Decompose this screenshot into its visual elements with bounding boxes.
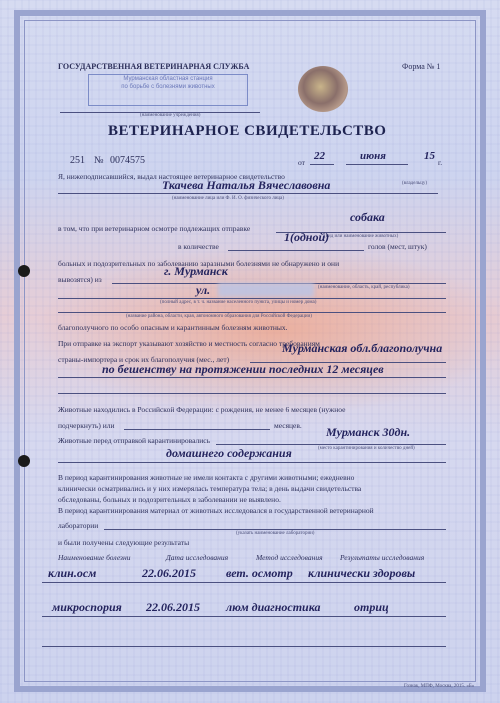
institution-stamp	[88, 74, 248, 106]
row2-date: 22.06.2015	[146, 600, 200, 614]
row1-line	[42, 582, 446, 583]
region-caption: (название района, области, края, автономного образования для Российской Федерации)	[126, 314, 312, 319]
date-year: 15	[424, 150, 435, 162]
col-header-result: Результаты исследования	[340, 553, 425, 562]
month-line	[346, 164, 408, 165]
punch-hole-bottom	[18, 455, 30, 467]
quarantine-p2: клинически осматривались и у них измерялась температура тела; в день выдачи свидетельства	[58, 484, 362, 493]
animal-species: собака	[350, 210, 385, 224]
owner-line	[58, 193, 438, 194]
punch-hole-top	[18, 265, 30, 277]
region-line	[58, 312, 446, 313]
stay-text-3: Животные перед отправкой карантинировались	[58, 436, 210, 445]
row1-disease: клин.осм	[48, 566, 97, 580]
row2-result: отриц	[354, 600, 389, 614]
form-number: Форма № 1	[402, 62, 441, 71]
owner-name: Ткачева Наталья Вячеславовна	[162, 178, 331, 192]
issuer-text: Я, нижеподписавшийся, выдал настоящее ветеринарное свидетельство	[58, 172, 285, 181]
series: 251	[70, 155, 85, 166]
quarantine-p6: и были получены следующие результаты	[58, 538, 190, 547]
street-prefix: ул.	[196, 283, 211, 297]
stamp-line-2: по борьбе с болезнями животных	[121, 84, 215, 90]
quarantine-p1: В период карантинирования животные не имели контакта с другими животными; ежедневно	[58, 473, 355, 482]
location-caption: (наименование, область, край, республика)	[318, 285, 410, 290]
issuer-caption-right: (владельцу)	[402, 181, 428, 186]
redacted-address	[218, 283, 314, 297]
row1-date: 22.06.2015	[142, 566, 196, 580]
date-prefix: от	[298, 158, 305, 167]
stay-text-1: Животные находились в Российской Федерации: с рождения, не менее 6 месяцев (нужное	[58, 405, 346, 414]
export-line-2	[58, 377, 446, 378]
row3-line	[42, 646, 446, 647]
row1-result: клинически здоровы	[308, 566, 416, 580]
keeping-conditions: домашнего содержания	[166, 446, 292, 460]
day-line	[310, 164, 334, 165]
quantity-units: голов (мест, штук)	[368, 242, 427, 251]
species-caption: (вид или наименование животных)	[324, 234, 399, 239]
quantity-label: в количестве	[178, 242, 219, 251]
quarantine-p3: обследованы, больных и подозрительных в заболевании не выявлено.	[58, 495, 281, 504]
export-label: вывозятся) из	[58, 275, 102, 284]
quantity-value: 1(одной)	[284, 230, 330, 244]
quarantine-p5: лаборатории	[58, 521, 99, 530]
institution-caption: (наименование учреждения)	[140, 113, 201, 118]
export-line-3	[58, 393, 446, 394]
address-caption: (полный адрес, в т. ч. название населенного пункта, улицы и номер дома)	[160, 300, 317, 305]
date-day: 22	[314, 150, 325, 162]
city: г. Мурманск	[164, 264, 228, 278]
stamp-line-1: Мурманская областная станция	[123, 76, 213, 82]
row2-method: люм диагностика	[226, 600, 321, 614]
quarantine-p4: В период карантинирования материал от животных исследовался в государственной ветеринарной	[58, 506, 374, 515]
quarantine-line	[216, 444, 446, 445]
disease-text: больных и подозрительных по заболеванию заразными болезнями не обнаружено и они	[58, 259, 340, 268]
service-name: ГОСУДАРСТВЕННАЯ ВЕТЕРИНАРНАЯ СЛУЖБА	[58, 62, 250, 71]
row2-line	[42, 616, 446, 617]
col-header-date: Дата исследования	[166, 553, 229, 562]
number-sign: №	[94, 155, 104, 166]
document-title: ВЕТЕРИНАРНОЕ СВИДЕТЕЛЬСТВО	[108, 123, 387, 139]
lab-line	[104, 529, 446, 530]
welfare-text: благополучного по особо опасным и карантинным болезням животных.	[58, 323, 288, 332]
certificate-number: 0074575	[110, 155, 145, 166]
export-region: Мурманская обл.благополучна	[282, 341, 443, 355]
col-header-method: Метод исследования	[256, 553, 323, 562]
printer-imprint: Гознак, МПФ, Москва, 2015. «Б»	[404, 684, 475, 689]
months-line	[124, 429, 270, 430]
year-suffix: г.	[438, 158, 443, 167]
stay-months: месяцев.	[274, 421, 302, 430]
row1-method: вет. осмотр	[226, 566, 293, 580]
export-text-2: страны-импортера и срок их благополучия (мес., лет)	[58, 355, 230, 364]
stay-place: Мурманск 30дн.	[326, 425, 411, 439]
hologram-seal	[298, 66, 348, 112]
lab-caption: (указать наименование лаборатории)	[236, 531, 315, 536]
owner-caption: (наименование лица или Ф. И. О. физического лица)	[172, 196, 284, 201]
quantity-line	[228, 250, 364, 251]
exam-text: в том, что при ветеринарном осмотре подлежащих отправке	[58, 224, 251, 233]
stay-text-2: подчеркнуть) или	[58, 421, 115, 430]
address-line	[58, 298, 446, 299]
date-month: июня	[360, 150, 386, 162]
row2-disease: микроспория	[52, 600, 122, 614]
quarantine-caption: (место карантинирования и количество дней)	[318, 446, 415, 451]
col-header-disease: Наименование болезни	[58, 553, 131, 562]
export-rabies: по бешенству на протяжении последних 12 месяцев	[102, 362, 384, 376]
export-text-1: При отправке на экспорт указывают хозяйство и местность согласно требованиям	[58, 339, 320, 348]
keeping-line	[58, 462, 446, 463]
